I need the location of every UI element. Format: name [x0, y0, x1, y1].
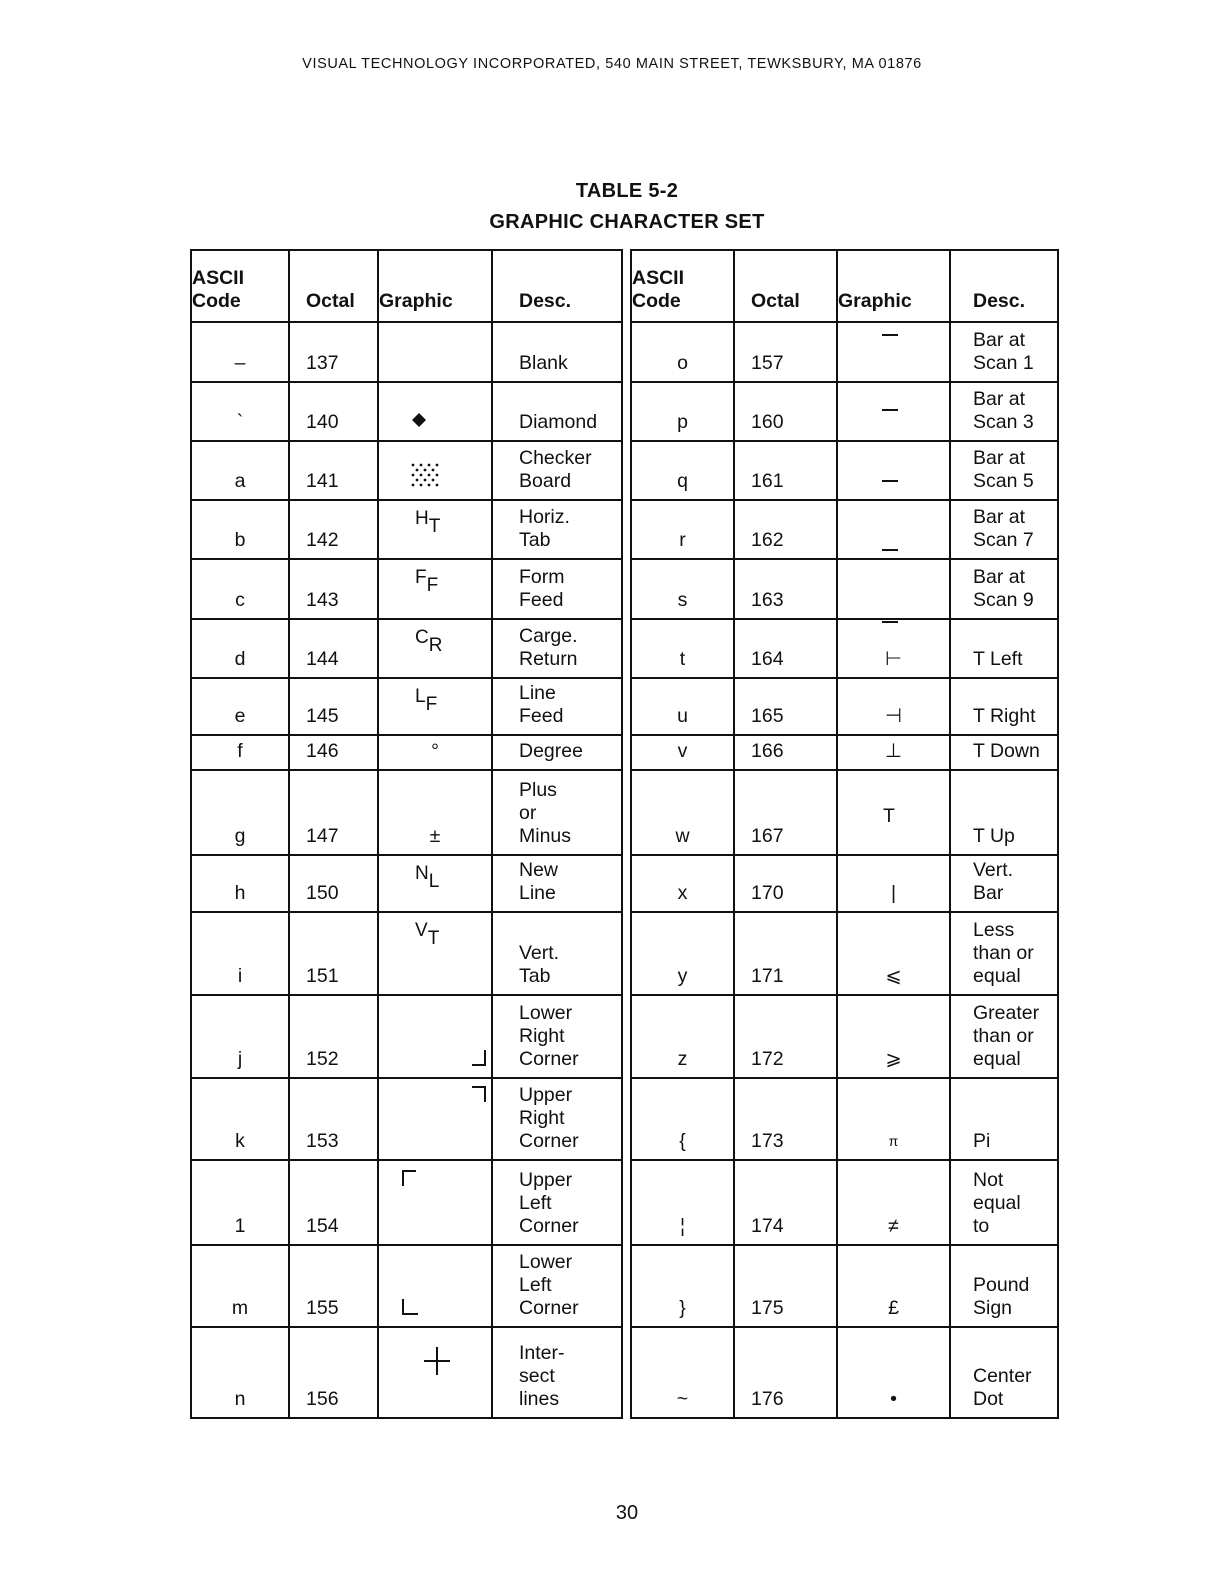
desc-cell: [492, 735, 622, 770]
ascii-cell: o: [631, 322, 734, 382]
col-header-desc-right: Desc.: [950, 250, 1058, 322]
col-header-octal: Octal: [289, 250, 378, 322]
col-header-ascii-right: ASCII Code: [631, 250, 734, 322]
desc-line: Bar at: [973, 329, 1026, 351]
ascii-cell: e: [191, 678, 289, 735]
ascii-cell: h: [191, 855, 289, 912]
desc-cell: [492, 619, 622, 678]
graphic-glyph: ⊢: [885, 648, 902, 670]
octal-cell: 147: [289, 770, 378, 855]
graphic-cell: [378, 678, 492, 735]
table-row: [191, 559, 1058, 619]
desc-cell: [950, 912, 1058, 995]
desc-cell: [492, 912, 622, 995]
ascii-cell: ~: [631, 1327, 734, 1418]
graphic-cell: [378, 1078, 492, 1160]
desc-line: Minus: [519, 825, 572, 847]
control-char-glyph: HT: [415, 508, 441, 537]
octal-cell: 170: [734, 855, 837, 912]
lower-left-corner-icon: [401, 1298, 419, 1316]
octal-cell: 163: [734, 559, 837, 619]
graphic-cell: [837, 559, 950, 619]
desc-line: Left: [519, 1274, 552, 1296]
ascii-cell: u: [631, 678, 734, 735]
graphic-glyph: °: [431, 740, 439, 762]
desc-line: Corner: [519, 1130, 579, 1152]
table-subtitle: GRAPHIC CHARACTER SET: [489, 211, 765, 233]
graphic-cell: [837, 1160, 950, 1245]
control-char-glyph: NL: [415, 863, 440, 892]
table-row: [191, 1245, 1058, 1327]
graphic-cell: [837, 1327, 950, 1418]
desc-line: Scan 3: [973, 411, 1034, 433]
desc-line: Right: [519, 1107, 565, 1129]
col-header-octal-right: Octal: [734, 250, 837, 322]
desc-line: Dot: [973, 1388, 1004, 1410]
desc-line: equal: [973, 1048, 1021, 1070]
table-row: [191, 1327, 1058, 1418]
desc-cell: [950, 1078, 1058, 1160]
col-header-ascii: ASCII Code: [191, 250, 289, 322]
desc-cell: [492, 322, 622, 382]
page-header: VISUAL TECHNOLOGY INCORPORATED, 540 MAIN STREET, TEWKSBURY, MA 01876: [302, 56, 922, 72]
col-header-graphic-right: Graphic: [837, 250, 950, 322]
desc-line: T Down: [973, 740, 1040, 762]
desc-cell: [950, 382, 1058, 441]
graphic-cell: [837, 619, 950, 678]
ascii-cell: i: [191, 912, 289, 995]
desc-line: T Up: [973, 825, 1015, 847]
desc-line: Pound: [973, 1274, 1030, 1296]
table-double-rule: [622, 995, 631, 1078]
octal-cell: 154: [289, 1160, 378, 1245]
desc-cell: [492, 1245, 622, 1327]
graphic-cell: [837, 770, 950, 855]
graphic-cell: [378, 770, 492, 855]
table-double-rule: [622, 441, 631, 500]
desc-line: lines: [519, 1388, 560, 1410]
desc-line: Lower: [519, 1002, 573, 1024]
octal-cell: 167: [734, 770, 837, 855]
desc-cell: [950, 735, 1058, 770]
desc-line: Bar: [973, 882, 1004, 904]
octal-cell: 172: [734, 995, 837, 1078]
ascii-cell: –: [191, 322, 289, 382]
desc-line: Inter-: [519, 1342, 565, 1364]
graphic-cell: [378, 619, 492, 678]
octal-cell: 173: [734, 1078, 837, 1160]
table-double-rule: [622, 1327, 631, 1418]
desc-cell: [492, 500, 622, 559]
octal-cell: 145: [289, 678, 378, 735]
graphic-glyph: £: [888, 1297, 899, 1319]
octal-cell: 176: [734, 1327, 837, 1418]
graphic-glyph: ±: [429, 825, 441, 847]
octal-cell: 150: [289, 855, 378, 912]
desc-line: Horiz.: [519, 506, 570, 528]
desc-cell: [950, 441, 1058, 500]
desc-line: Scan 1: [973, 352, 1034, 374]
octal-cell: 160: [734, 382, 837, 441]
desc-line: Center: [973, 1365, 1032, 1387]
graphic-cell: [378, 500, 492, 559]
desc-cell: [950, 1160, 1058, 1245]
desc-line: Vert.: [519, 942, 560, 964]
ascii-cell: p: [631, 382, 734, 441]
control-char-glyph: FF: [415, 567, 439, 596]
desc-line: Blank: [519, 352, 568, 374]
ascii-cell: f: [191, 735, 289, 770]
ascii-cell: n: [191, 1327, 289, 1418]
desc-cell: [492, 995, 622, 1078]
graphic-cell: [378, 735, 492, 770]
table-double-rule: [622, 250, 631, 322]
ascii-cell: r: [631, 500, 734, 559]
table-row: [191, 770, 1058, 855]
desc-line: Greater: [973, 1002, 1040, 1024]
table-row: [191, 441, 1058, 500]
table-double-rule: [622, 678, 631, 735]
ascii-cell: `: [191, 382, 289, 441]
graphic-glyph: T: [883, 805, 895, 827]
table-double-rule: [622, 855, 631, 912]
graphic-cell: [378, 441, 492, 500]
ascii-cell: m: [191, 1245, 289, 1327]
desc-line: Scan 7: [973, 529, 1034, 551]
table-double-rule: [622, 1078, 631, 1160]
ascii-cell: }: [631, 1245, 734, 1327]
table-double-rule: [622, 735, 631, 770]
desc-cell: [492, 678, 622, 735]
octal-cell: 142: [289, 500, 378, 559]
ascii-cell: v: [631, 735, 734, 770]
desc-line: Right: [519, 1025, 565, 1047]
desc-cell: [950, 559, 1058, 619]
desc-line: sect: [519, 1365, 555, 1387]
graphic-cell: [837, 500, 950, 559]
ascii-cell: q: [631, 441, 734, 500]
desc-line: Scan 5: [973, 470, 1034, 492]
desc-line: than or: [973, 942, 1034, 964]
ascii-cell: x: [631, 855, 734, 912]
ascii-cell: ¦: [631, 1160, 734, 1245]
intersect-icon: [423, 1346, 451, 1376]
table-row: [191, 619, 1058, 678]
desc-line: Upper: [519, 1169, 573, 1191]
desc-cell: [950, 500, 1058, 559]
page-number: 30: [615, 1502, 639, 1524]
upper-right-corner-icon: [471, 1085, 487, 1103]
lower-right-corner-icon: [471, 1049, 487, 1067]
desc-line: Checker: [519, 447, 592, 469]
table-row: [191, 322, 1058, 382]
desc-line: Line: [519, 682, 556, 704]
desc-line: T Left: [973, 648, 1023, 670]
graphic-glyph: ⩾: [885, 1048, 902, 1070]
table-double-rule: [622, 382, 631, 441]
desc-line: Bar at: [973, 447, 1026, 469]
octal-cell: 143: [289, 559, 378, 619]
graphic-glyph: π: [888, 1133, 899, 1149]
desc-line: Not: [973, 1169, 1004, 1191]
ascii-cell: c: [191, 559, 289, 619]
desc-cell: [950, 322, 1058, 382]
desc-cell: [950, 855, 1058, 912]
graphic-glyph: ⩽: [885, 965, 902, 987]
graphic-cell: [378, 855, 492, 912]
desc-line: to: [973, 1215, 990, 1237]
desc-line: Board: [519, 470, 572, 492]
graphic-cell: [378, 382, 492, 441]
graphic-cell: [837, 678, 950, 735]
table-title: TABLE 5-2: [575, 180, 679, 202]
graphic-cell: [837, 735, 950, 770]
octal-cell: 162: [734, 500, 837, 559]
desc-line: Bar at: [973, 566, 1026, 588]
desc-line: Carge.: [519, 625, 578, 647]
ascii-cell: t: [631, 619, 734, 678]
desc-cell: [950, 619, 1058, 678]
graphic-cell: [378, 1327, 492, 1418]
graphic-cell: [837, 322, 950, 382]
graphic-cell: [837, 382, 950, 441]
desc-line: Corner: [519, 1297, 579, 1319]
graphic-cell: [378, 322, 492, 382]
table-row: [191, 382, 1058, 441]
table-row: [191, 1078, 1058, 1160]
octal-cell: 144: [289, 619, 378, 678]
desc-cell: [492, 855, 622, 912]
octal-cell: 137: [289, 322, 378, 382]
desc-line: Lower: [519, 1251, 573, 1273]
octal-cell: 171: [734, 912, 837, 995]
table-double-rule: [622, 559, 631, 619]
desc-cell: [950, 1327, 1058, 1418]
octal-cell: 146: [289, 735, 378, 770]
octal-cell: 141: [289, 441, 378, 500]
table-row: [191, 678, 1058, 735]
ascii-cell: j: [191, 995, 289, 1078]
col-header-graphic: Graphic: [378, 250, 492, 322]
desc-line: Feed: [519, 705, 564, 727]
table-double-rule: [622, 912, 631, 995]
desc-cell: [492, 1327, 622, 1418]
desc-line: or: [519, 802, 537, 824]
octal-cell: 166: [734, 735, 837, 770]
diamond-icon: [411, 412, 427, 428]
desc-line: Diamond: [519, 411, 598, 433]
desc-line: Return: [519, 648, 578, 670]
graphic-glyph: ≠: [888, 1215, 899, 1237]
desc-line: T Right: [973, 705, 1036, 727]
octal-cell: 157: [734, 322, 837, 382]
desc-line: Scan 9: [973, 589, 1034, 611]
header-row: [191, 250, 1058, 322]
table-double-rule: [622, 322, 631, 382]
control-char-glyph: CR: [415, 627, 443, 656]
desc-line: Pi: [973, 1130, 991, 1152]
ascii-cell: s: [631, 559, 734, 619]
table-row: [191, 1160, 1058, 1245]
checkerboard-icon: [409, 463, 443, 489]
desc-line: Corner: [519, 1215, 579, 1237]
graphic-glyph: ⊣: [885, 705, 902, 727]
graphic-glyph: •: [890, 1388, 897, 1410]
table-row: [191, 995, 1058, 1078]
desc-line: Sign: [973, 1297, 1013, 1319]
octal-cell: 152: [289, 995, 378, 1078]
octal-cell: 161: [734, 441, 837, 500]
graphic-cell: [837, 441, 950, 500]
desc-line: equal: [973, 965, 1021, 987]
graphic-cell: [837, 855, 950, 912]
ascii-cell: d: [191, 619, 289, 678]
desc-line: than or: [973, 1025, 1034, 1047]
desc-cell: [950, 770, 1058, 855]
octal-cell: 155: [289, 1245, 378, 1327]
desc-cell: [492, 559, 622, 619]
graphic-cell: [837, 912, 950, 995]
ascii-cell: g: [191, 770, 289, 855]
ascii-cell: z: [631, 995, 734, 1078]
desc-line: Degree: [519, 740, 583, 762]
control-char-glyph: VT: [415, 920, 440, 949]
desc-cell: [492, 382, 622, 441]
octal-cell: 153: [289, 1078, 378, 1160]
table-double-rule: [622, 619, 631, 678]
graphic-glyph: ⊥: [885, 740, 902, 762]
desc-cell: [950, 995, 1058, 1078]
graphic-glyph: |: [890, 882, 897, 904]
col-header-desc: Desc.: [492, 250, 622, 322]
ascii-cell: 1: [191, 1160, 289, 1245]
graphic-cell: [378, 559, 492, 619]
desc-line: Tab: [519, 965, 551, 987]
graphic-cell: [378, 1245, 492, 1327]
ascii-cell: b: [191, 500, 289, 559]
desc-cell: [492, 1160, 622, 1245]
table-row: [191, 855, 1058, 912]
desc-line: Corner: [519, 1048, 579, 1070]
desc-line: Left: [519, 1192, 552, 1214]
graphic-character-table: [190, 249, 1059, 1419]
desc-cell: [492, 441, 622, 500]
table-double-rule: [622, 1160, 631, 1245]
octal-cell: 164: [734, 619, 837, 678]
graphic-cell: [837, 1245, 950, 1327]
ascii-cell: {: [631, 1078, 734, 1160]
desc-line: New: [519, 859, 559, 881]
table-row: [191, 735, 1058, 770]
ascii-cell: y: [631, 912, 734, 995]
table-row: [191, 500, 1058, 559]
desc-line: Bar at: [973, 506, 1026, 528]
ascii-cell: w: [631, 770, 734, 855]
octal-cell: 165: [734, 678, 837, 735]
desc-line: Vert.: [973, 859, 1014, 881]
ascii-cell: k: [191, 1078, 289, 1160]
desc-cell: [492, 1078, 622, 1160]
graphic-cell: [378, 912, 492, 995]
graphic-cell: [378, 1160, 492, 1245]
desc-cell: [950, 1245, 1058, 1327]
desc-cell: [950, 678, 1058, 735]
desc-line: equal: [973, 1192, 1021, 1214]
upper-left-corner-icon: [401, 1169, 417, 1187]
control-char-glyph: LF: [415, 686, 438, 715]
desc-line: Line: [519, 882, 556, 904]
graphic-cell: [837, 1078, 950, 1160]
table-double-rule: [622, 770, 631, 855]
desc-line: Upper: [519, 1084, 573, 1106]
desc-line: Bar at: [973, 388, 1026, 410]
table-row: [191, 912, 1058, 995]
desc-line: Tab: [519, 529, 551, 551]
graphic-cell: [378, 995, 492, 1078]
desc-line: Plus: [519, 779, 557, 801]
desc-cell: [492, 770, 622, 855]
ascii-cell: a: [191, 441, 289, 500]
octal-cell: 174: [734, 1160, 837, 1245]
table-double-rule: [622, 500, 631, 559]
octal-cell: 140: [289, 382, 378, 441]
octal-cell: 175: [734, 1245, 837, 1327]
desc-line: Less: [973, 919, 1015, 941]
desc-line: Feed: [519, 589, 564, 611]
graphic-cell: [837, 995, 950, 1078]
octal-cell: 156: [289, 1327, 378, 1418]
octal-cell: 151: [289, 912, 378, 995]
table-double-rule: [622, 1245, 631, 1327]
desc-line: Form: [519, 566, 565, 588]
